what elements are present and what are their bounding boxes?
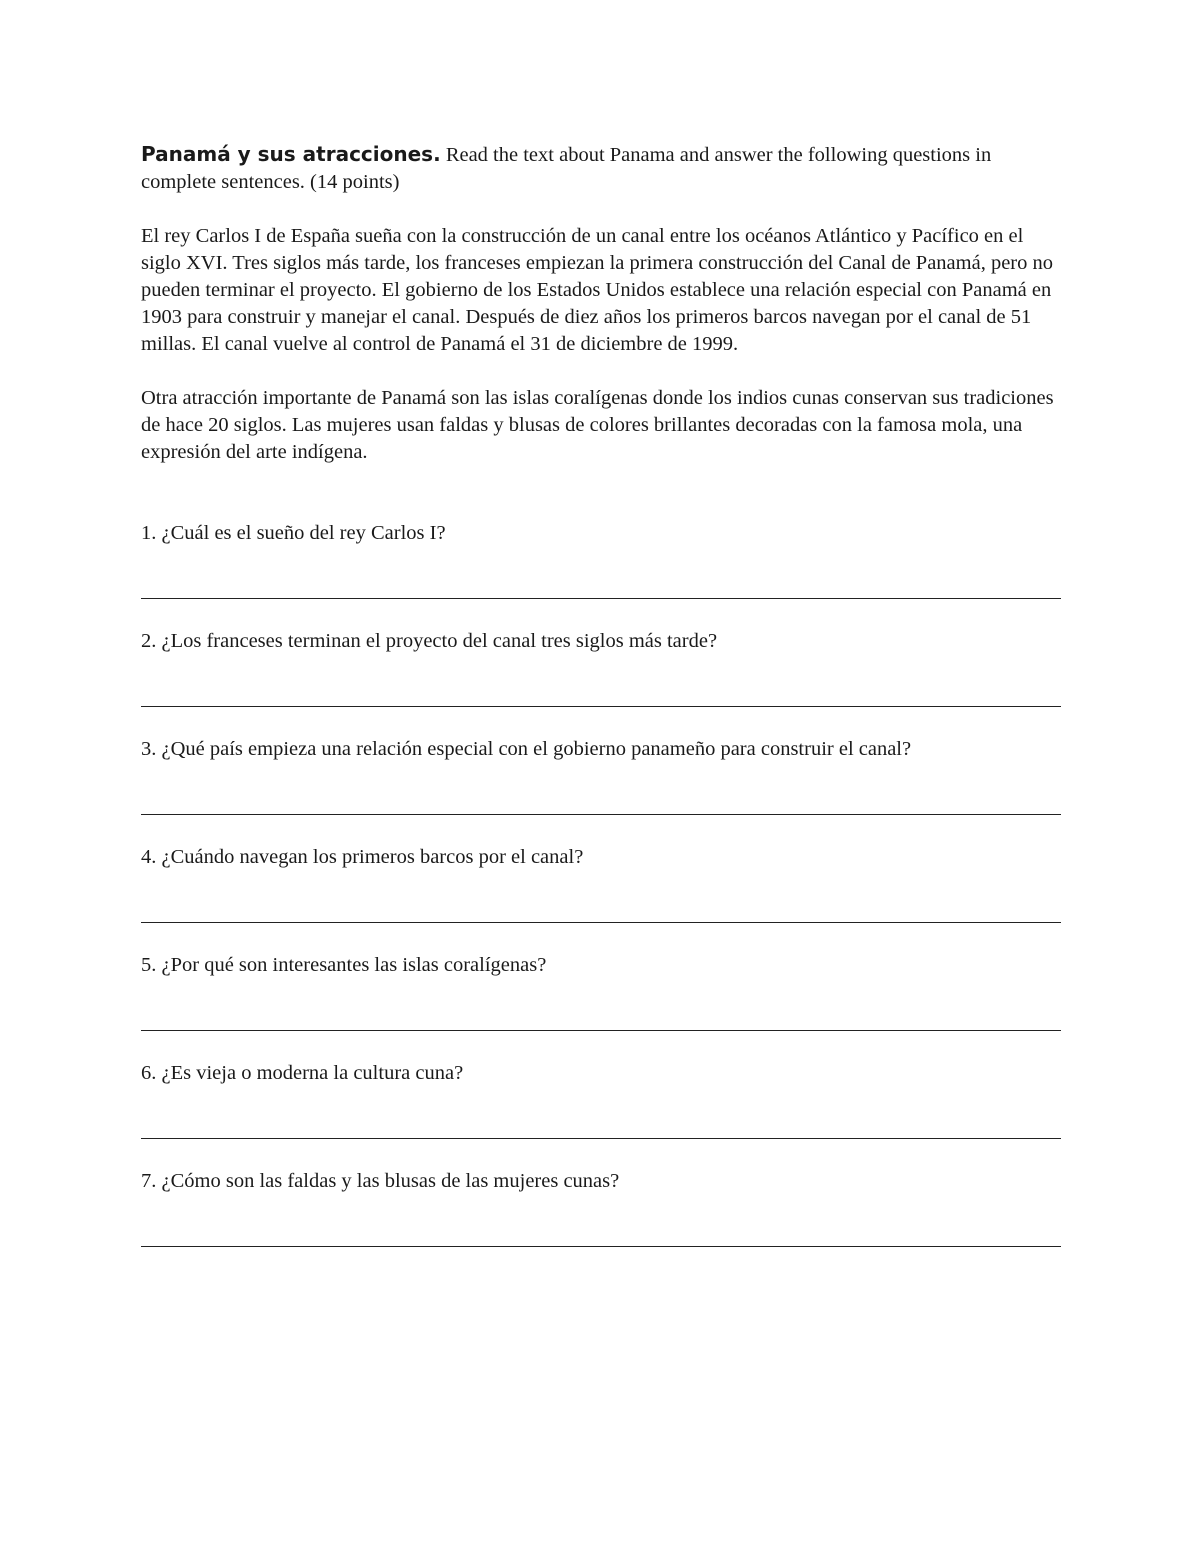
question-item [141,628,1061,736]
question-item [141,736,1061,844]
answer-line [141,1138,1061,1139]
worksheet-heading: Panamá y sus atracciones. [141,142,441,166]
question-item [141,952,1061,1060]
answer-line [141,598,1061,599]
answer-line [141,922,1061,923]
question-text: 7. ¿Cómo son las faldas y las blusas de las mujeres cunas? [141,1170,620,1192]
worksheet-instructions: Read the text about Panama and answer the following questions in complete sentences. (14 points) [141,144,992,193]
answer-line [141,1246,1061,1247]
question-text: 3. ¿Qué país empieza una relación especial con el gobierno panameño para construir el canal? [141,738,912,760]
question-item [141,844,1061,952]
question-item [141,1168,1061,1276]
worksheet-content [141,141,1061,1276]
question-item [141,1060,1061,1168]
answer-line [141,1030,1061,1031]
question-text: 6. ¿Es vieja o moderna la cultura cuna? [141,1062,464,1084]
answer-line [141,706,1061,707]
question-text: 5. ¿Por qué son interesantes las islas coralígenas? [141,954,547,976]
question-text: 1. ¿Cuál es el sueño del rey Carlos I? [141,522,446,544]
reading-paragraph-1: El rey Carlos I de España sueña con la construcción de un canal entre los océanos Atlántico y Pacífico en el siglo XVI. Tres siglos más tarde, los franceses empiezan la primera construcción del Canal de Panamá, pero no pueden terminar el proyecto. El gobierno de los Estados Unidos establece una relación especial con Panamá en 1903 para construir y manejar el canal. Después de diez años los primeros barcos navegan por el canal de 51 millas. El canal vuelve al control de Panamá el 31 de diciembre de 1999. [141,225,1053,355]
question-item [141,520,1061,628]
question-text: 2. ¿Los franceses terminan el proyecto del canal tres siglos más tarde? [141,630,718,652]
question-list [141,520,1061,1276]
answer-line [141,814,1061,815]
worksheet-intro [141,141,1061,196]
reading-paragraph-2: Otra atracción importante de Panamá son las islas coralígenas donde los indios cunas conservan sus tradiciones de hace 20 siglos. Las mujeres usan faldas y blusas de colores brillantes decoradas con la famosa mola, una expresión del arte indígena. [141,387,1054,463]
question-text: 4. ¿Cuándo navegan los primeros barcos por el canal? [141,846,584,868]
